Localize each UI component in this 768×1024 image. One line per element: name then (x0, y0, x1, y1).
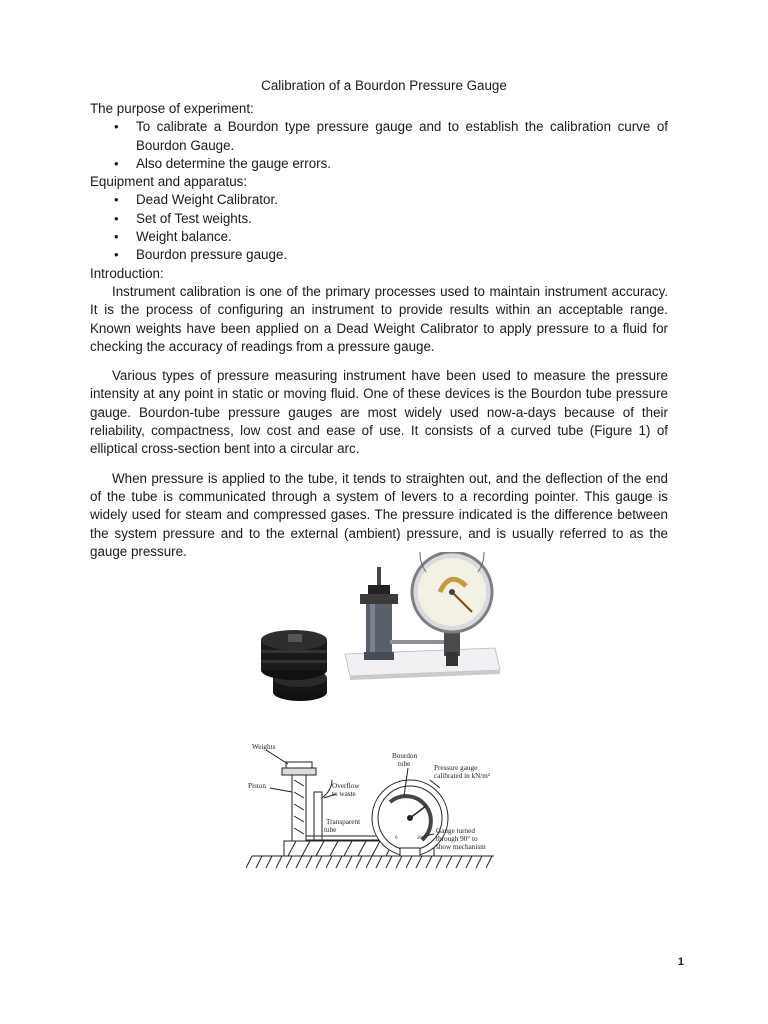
label-overflow-waste: to waste (332, 790, 356, 798)
purpose-item-text: To calibrate a Bourdon type pressure gauge and to establish the calibration curve of Bourdon Gauge. (136, 119, 668, 153)
equipment-item-text: Weight balance. (136, 229, 232, 245)
equipment-item-text: Bourdon pressure gauge. (136, 247, 288, 263)
label-weights: Weights (252, 743, 276, 751)
equipment-item-text: Dead Weight Calibrator. (136, 192, 278, 208)
test-weights-image (261, 630, 327, 701)
introduction-paragraph: When pressure is applied to the tube, it tends to straighten out, and the deflection of the end of the tube is communicated through a system of levers to a recording pointer. This gauge is widely used for steam and compressed gases. The pressure indicated is the difference between the system pressure and to the external (ambient) pressure, and is usually referred to as the gauge pressure. (90, 470, 668, 559)
bullet-icon: • (114, 229, 119, 245)
label-overflow: Overflow (332, 782, 360, 790)
calibrator-diagram (244, 740, 516, 876)
equipment-item (90, 191, 668, 209)
label-show-mechanism: show mechanism (436, 843, 486, 851)
gauge-scale-max: 200 (417, 836, 425, 841)
bullet-icon: • (114, 119, 119, 135)
introduction-heading: Introduction: (90, 265, 164, 281)
bullet-icon: • (114, 210, 119, 226)
introduction-paragraph: Instrument calibration is one of the primary processes used to maintain instrument accuracy. It is the process of configuring an instrument to provide results within an acceptable range. Known weights have been applied on a Dead Weight Calibrator to apply pressure to a fluid for checking the accuracy of readings from a pressure gauge. (90, 283, 668, 354)
introduction-paragraph: Various types of pressure measuring instrument have been used to measure the pressure intensity at any point in static or moving fluid. One of these devices is the Bourdon tube pressure gauge. Bourdon-tube pressure gauges are most widely used now-a-days because of their reliability, compactness, low cost and ease of use. It consists of a curved tube (Figure 1) of elliptical cross-section bent into a circular arc. (90, 368, 668, 457)
label-through: through 90° to (436, 835, 478, 843)
label-bourdon: Bourdon (392, 752, 418, 760)
label-transparent-tube: tube (324, 826, 337, 834)
label-transparent: Transparent (326, 818, 361, 826)
diagram-labels (248, 743, 490, 851)
label-bourdon-tube: tube (398, 760, 411, 768)
calibrator-photo (250, 552, 502, 712)
equipment-item (90, 210, 668, 228)
gauge-scale-zero: 0 (395, 836, 398, 841)
label-gauge-turned: Gauge turned (436, 827, 475, 835)
page-number: 1 (677, 956, 684, 968)
equipment-item-text: Set of Test weights. (136, 210, 252, 226)
purpose-item-text: Also determine the gauge errors. (136, 155, 332, 171)
label-piston: Piston (248, 782, 266, 790)
label-calibrated: calibrated in kN/m² (434, 772, 491, 780)
bullet-icon: • (114, 247, 119, 263)
purpose-list (90, 118, 668, 173)
purpose-heading: The purpose of experiment: (90, 101, 254, 116)
equipment-heading: Equipment and apparatus: (90, 174, 248, 190)
bullet-icon: • (114, 155, 119, 171)
document-title: Calibration of a Bourdon Pressure Gauge (261, 78, 507, 93)
equipment-item (90, 228, 668, 246)
equipment-list (90, 191, 668, 264)
purpose-item (90, 118, 668, 155)
purpose-item (90, 155, 668, 173)
document-body (90, 100, 668, 561)
equipment-item (90, 246, 668, 264)
bullet-icon: • (114, 192, 119, 208)
label-pressure-gauge: Pressure gauge (434, 764, 478, 772)
